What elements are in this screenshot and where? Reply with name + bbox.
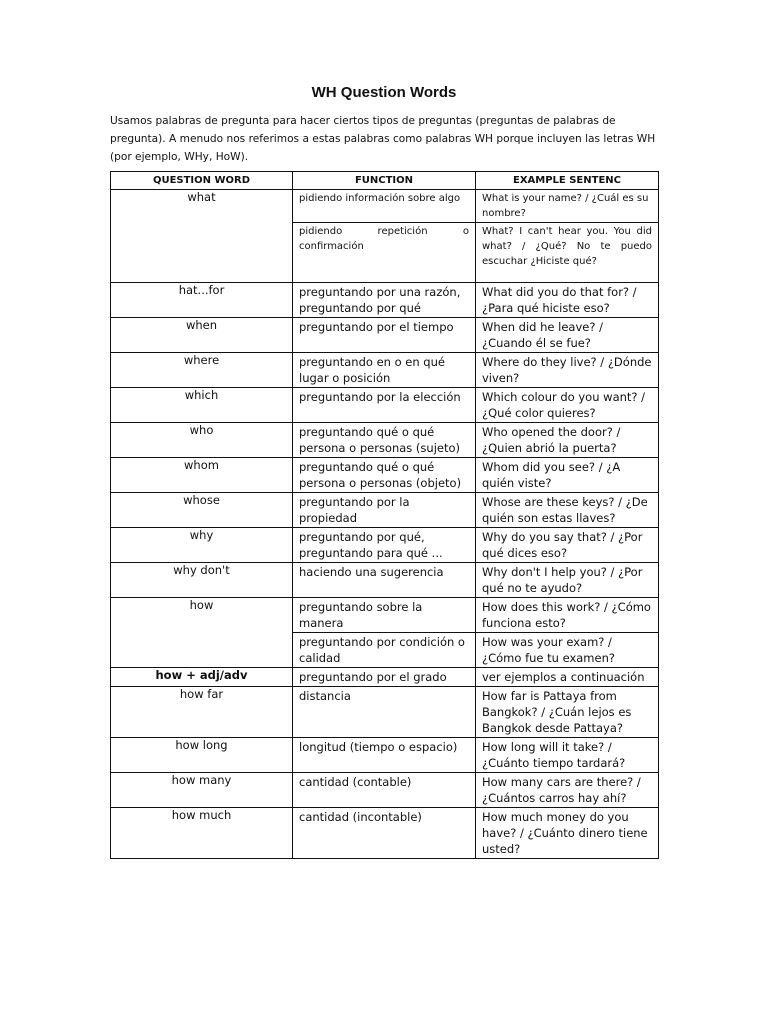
example-cell: How many cars are there? / ¿Cuántos carros hay ahí? xyxy=(476,773,659,808)
example-cell: Who opened the door? / ¿Quien abrió la puerta? xyxy=(476,423,659,458)
question-word-cell: how much xyxy=(111,808,293,859)
function-cell: preguntando en o en qué lugar o posición xyxy=(293,353,476,388)
question-word-cell: how long xyxy=(111,738,293,773)
table-row xyxy=(111,493,659,528)
function-cell: preguntando por el tiempo xyxy=(293,318,476,353)
example-cell: Which colour do you want? / ¿Qué color quieres? xyxy=(476,388,659,423)
table-row xyxy=(111,668,659,687)
question-word-cell: what xyxy=(111,190,293,283)
example-cell: What? I can't hear you. You did what? / ¿Qué? No te puedo escuchar ¿Hiciste qué? xyxy=(476,223,659,283)
example-cell: How does this work? / ¿Cómo funciona esto? xyxy=(476,598,659,633)
function-cell: preguntando por el grado xyxy=(293,668,476,687)
table-row xyxy=(111,423,659,458)
table-row xyxy=(111,738,659,773)
function-cell: longitud (tiempo o espacio) xyxy=(293,738,476,773)
question-word-cell: how many xyxy=(111,773,293,808)
example-cell: ver ejemplos a continuación xyxy=(476,668,659,687)
page-title: WH Question Words xyxy=(311,84,457,101)
function-cell: cantidad (incontable) xyxy=(293,808,476,859)
example-cell: How long will it take? / ¿Cuánto tiempo tardará? xyxy=(476,738,659,773)
function-cell: preguntando por condición o calidad xyxy=(293,633,476,668)
example-cell: Why do you say that? / ¿Por qué dices eso? xyxy=(476,528,659,563)
example-cell: Whom did you see? / ¿A quién viste? xyxy=(476,458,659,493)
table-row xyxy=(111,353,659,388)
function-cell: preguntando por qué, preguntando para qué ... xyxy=(293,528,476,563)
table-header-row xyxy=(111,172,659,190)
example-cell: What is your name? / ¿Cuál es su nombre? xyxy=(476,190,659,223)
example-cell: Where do they live? / ¿Dónde viven? xyxy=(476,353,659,388)
question-word-cell: who xyxy=(111,423,293,458)
function-cell: pidiendo repetición o confirmación xyxy=(293,223,476,283)
function-cell: cantidad (contable) xyxy=(293,773,476,808)
question-word-cell: how far xyxy=(111,687,293,738)
function-cell: haciendo una sugerencia xyxy=(293,563,476,598)
example-cell: When did he leave? / ¿Cuando él se fue? xyxy=(476,318,659,353)
function-cell: preguntando por la propiedad xyxy=(293,493,476,528)
question-word-cell: whose xyxy=(111,493,293,528)
header-question-word: QUESTION WORD xyxy=(111,172,293,190)
table-row xyxy=(111,687,659,738)
table-row xyxy=(111,283,659,318)
function-cell: distancia xyxy=(293,687,476,738)
question-word-cell: where xyxy=(111,353,293,388)
table-row xyxy=(111,773,659,808)
question-word-cell: whom xyxy=(111,458,293,493)
table-row xyxy=(111,318,659,353)
example-cell: Why don't I help you? / ¿Por qué no te ayudo? xyxy=(476,563,659,598)
question-word-cell: when xyxy=(111,318,293,353)
question-words-table xyxy=(110,171,659,859)
function-cell: preguntando sobre la manera xyxy=(293,598,476,633)
function-cell: preguntando qué o qué persona o personas (objeto) xyxy=(293,458,476,493)
example-cell: Whose are these keys? / ¿De quién son estas llaves? xyxy=(476,493,659,528)
function-cell: pidiendo información sobre algo xyxy=(293,190,476,223)
example-cell: How far is Pattaya from Bangkok? / ¿Cuán lejos es Bangkok desde Pattaya? xyxy=(476,687,659,738)
question-word-cell: why don't xyxy=(111,563,293,598)
example-cell: How much money do you have? / ¿Cuánto dinero tiene usted? xyxy=(476,808,659,859)
table-row xyxy=(111,190,659,223)
function-cell: preguntando qué o qué persona o personas (sujeto) xyxy=(293,423,476,458)
intro-paragraph: Usamos palabras de pregunta para hacer ciertos tipos de preguntas (preguntas de palabras de pregunta). A menudo nos referimos a estas palabras como palabras WH porque incluyen las letras WH (por ejemplo, WHy, HoW). xyxy=(110,115,656,163)
function-cell: preguntando por una razón, preguntando por qué xyxy=(293,283,476,318)
function-cell: preguntando por la elección xyxy=(293,388,476,423)
question-word-cell: hat...for xyxy=(111,283,293,318)
table-row xyxy=(111,808,659,859)
question-word-cell: how xyxy=(111,598,293,668)
table-row xyxy=(111,388,659,423)
question-word-cell: how + adj/adv xyxy=(111,668,293,687)
table-row xyxy=(111,458,659,493)
question-word-cell: why xyxy=(111,528,293,563)
table-row xyxy=(111,528,659,563)
header-example-sentence: EXAMPLE SENTENC xyxy=(476,172,659,190)
table-row xyxy=(111,598,659,633)
header-function: FUNCTION xyxy=(293,172,476,190)
example-cell: How was your exam? / ¿Cómo fue tu examen? xyxy=(476,633,659,668)
table-row xyxy=(111,563,659,598)
question-word-cell: which xyxy=(111,388,293,423)
example-cell: What did you do that for? / ¿Para qué hiciste eso? xyxy=(476,283,659,318)
